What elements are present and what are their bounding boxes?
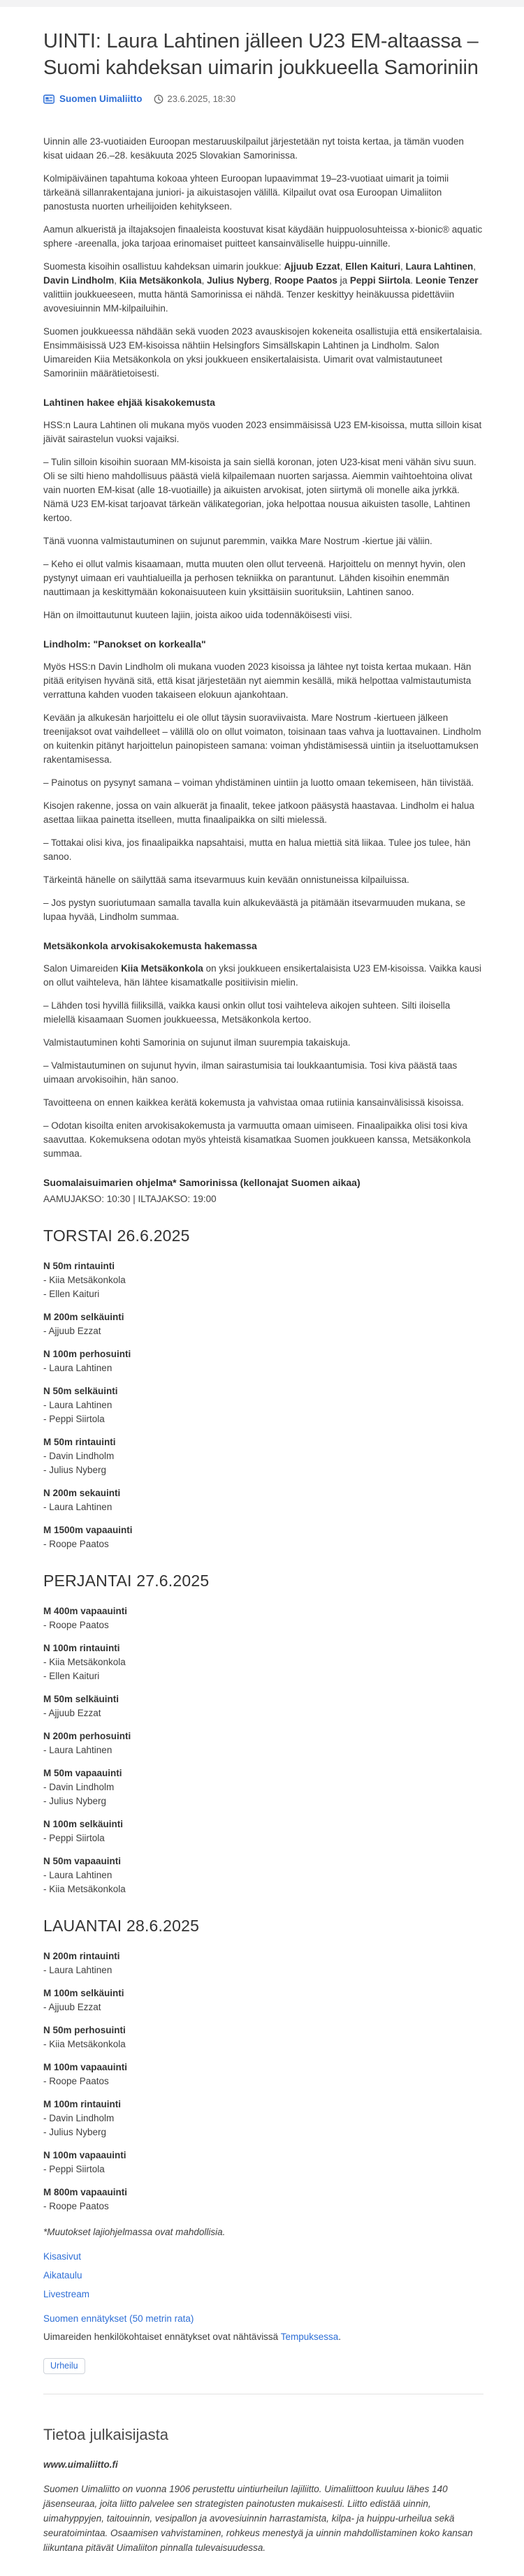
event-title: N 100m perhosuinti [43, 1349, 131, 1359]
event-title: N 100m selkäuinti [43, 1819, 124, 1829]
swimmer-item: - Ellen Kaituri [43, 1289, 100, 1299]
category-tag[interactable]: Urheilu [43, 2358, 85, 2374]
swimmer-item: - Julius Nyberg [43, 2127, 107, 2137]
article-title: UINTI: Laura Lahtinen jälleen U23 EM-altaassa – Suomi kahdeksan uimarin joukkueella Samoriniin [43, 30, 479, 79]
swimmer-item: - Laura Lahtinen [43, 1363, 112, 1373]
article-paragraph [43, 799, 483, 827]
publisher-site [43, 2459, 483, 2471]
article-link[interactable]: Aikataulu [43, 2270, 82, 2281]
article-paragraph [43, 172, 483, 214]
event-title: N 100m rintauinti [43, 1643, 120, 1653]
article-paragraph [43, 455, 483, 525]
event-title: N 200m sekauinti [43, 1488, 121, 1498]
event-block [43, 2024, 483, 2051]
event-title: N 50m vapaauinti [43, 1856, 122, 1866]
article-link[interactable]: Suomen ennätykset (50 metrin rata) [43, 2313, 194, 2324]
article-paragraph [43, 776, 483, 790]
text-segment: Myös HSS:n Davin Lindholm oli mukana vuoden 2023 kisoissa ja lähtee nyt toista kertaa mukaan. Hän pitää erityisen hyvänä sitä, että kisat järjestetään nyt aiemmin kesällä, mikä helpottaa valmistautumista verrattuna kahden vuoden takaiseen elokuun ajankohtaan. [43, 661, 472, 700]
text-segment: Kiia Metsäkonkola [121, 963, 203, 974]
article-paragraph [43, 135, 483, 163]
swimmer-item: - Kiia Metsäkonkola [43, 1657, 126, 1667]
event-title: M 1500m vapaauinti [43, 1525, 133, 1535]
event-block [43, 1259, 483, 1301]
article-paragraph [43, 873, 483, 887]
swimmer-item: - Davin Lindholm [43, 1451, 115, 1461]
article-body [43, 135, 483, 2344]
text-segment: Uimareiden henkilökohtaiset ennätykset ovat nähtävissä [43, 2332, 281, 2342]
article-paragraph [43, 836, 483, 864]
publish-date: 23.6.2025, 18:30 [167, 94, 236, 104]
event-title: N 200m rintauinti [43, 1951, 120, 1961]
article-paragraph [43, 1192, 483, 1206]
swimmer-item: - Roope Paatos [43, 2201, 109, 2211]
swimmer-item: - Kiia Metsäkonkola [43, 1275, 126, 1285]
event-title: M 200m selkäuinti [43, 1312, 124, 1322]
byline [43, 94, 483, 104]
text-segment: . [338, 2332, 342, 2342]
text-segment: Kiia Metsäkonkola [119, 275, 202, 286]
text-segment: – Keho ei ollut valmis kisaamaan, mutta muuten olen ollut terveenä. Harjoittelu on mennyt hyvin, olen pystynyt uimaan eri vauhtialueilla ja perhosen tekniikka on parantunut. Lähden kisoihin enemmän nauttimaan ja keskittymään kokonaisuuteen kuin yksittäisiin suorituksiin, Lahtinen sanoo. [43, 559, 466, 597]
text-segment: – Painotus on pysynyt samana – voiman yhdistäminen uintiin ja luotto omaan tekemiseen, hän tiivistää. [43, 777, 474, 788]
text-segment: Laura Lahtinen [405, 261, 474, 272]
text-segment: Aamun alkueristä ja iltajaksojen finaaleista koostuvat kisat käydään huippuolosuhteissa x-bionic® aquatic sphere -areenalla, joka tarjoaa erinomaiset puitteet kansainväliselle huippu-uinnille. [43, 224, 483, 249]
article-link[interactable]: Kisasivut [43, 2251, 82, 2262]
event-title: M 50m selkäuinti [43, 1694, 119, 1704]
swimmer-item: - Kiia Metsäkonkola [43, 2039, 126, 2049]
event-title: N 50m perhosuinti [43, 2025, 126, 2035]
article-paragraph [43, 1036, 483, 1050]
swimmer-item: - Laura Lahtinen [43, 1745, 112, 1755]
article-paragraph [43, 223, 483, 251]
article-paragraph [43, 557, 483, 599]
publisher-site-link[interactable]: www.uimaliitto.fi [43, 2459, 118, 2470]
text-segment: Tavoitteena on ennen kaikkea kerätä kokemusta ja vahvistaa omaa rutiinia kansainvälisissä kisoissa. [43, 1097, 464, 1108]
swimmer-item: - Julius Nyberg [43, 1796, 107, 1806]
event-title: M 50m vapaauinti [43, 1768, 122, 1778]
link-list [43, 2312, 483, 2326]
text-segment: Kisojen rakenne, jossa on vain alkuerät ja finaalit, tekee jatkoon pääsystä haastavaa. Lindholm ei halua asettaa liikaa painetta itselleen, mutta finaalipaikka on silti mielessä. [43, 800, 474, 825]
event-title: N 50m rintauinti [43, 1261, 115, 1271]
swimmer-item: - Roope Paatos [43, 1539, 109, 1549]
section-subheading: Lahtinen hakee ehjää kisakokemusta [43, 397, 215, 408]
day-heading: TORSTAI 26.6.2025 [43, 1227, 190, 1245]
article-paragraph [43, 325, 483, 381]
event-title: M 400m vapaauinti [43, 1606, 128, 1616]
publisher-description: Suomen Uimaliitto on vuonna 1906 perustettu uintiurheilun lajiliitto. Uimaliittoon kuuluu lähes 140 jäsenseuraa, joita liitto palvelee sen strategisten painotusten mukaisesti. Liitto edistää uinnin, uimahyppyjen, taitouinnin, vesipallon ja avovesiuinnin harrastamista, kilpa- ja huippu-urheilua sekä seuratoimintaa. Osaamisen vahvistaminen, rohkeus menestyä ja uinnin mahdollistaminen koko kansan liikuntana pitävät Uimaliiton pinnalla tulevaisuudessa. [43, 2484, 473, 2553]
event-title: M 100m selkäuinti [43, 1988, 124, 1998]
publisher-info-section [43, 2394, 483, 2555]
text-segment: ja [337, 275, 350, 286]
event-title: N 100m vapaauinti [43, 2150, 126, 2160]
event-block [43, 2061, 483, 2088]
clock-icon [154, 94, 163, 104]
event-block [43, 1523, 483, 1551]
swimmer-item: - Laura Lahtinen [43, 1400, 112, 1410]
swimmer-item: - Ajjuub Ezzat [43, 1326, 101, 1336]
text-segment: . [410, 275, 416, 286]
text-segment: Suomesta kisoihin osallistuu kahdeksan uimarin joukkue: [43, 261, 284, 272]
text-segment: AAMUJAKSO: 10:30 | ILTAJAKSO: 19:00 [43, 1194, 217, 1204]
text-segment: , [269, 275, 275, 286]
event-block [43, 1692, 483, 1720]
day-heading: LAUANTAI 28.6.2025 [43, 1917, 200, 1935]
event-block [43, 1604, 483, 1632]
event-block [43, 2149, 483, 2176]
swimmer-item: - Davin Lindholm [43, 2113, 115, 2123]
text-segment: Julius Nyberg [207, 275, 270, 286]
swimmer-item: - Roope Paatos [43, 1620, 109, 1630]
swimmer-item: - Roope Paatos [43, 2076, 109, 2086]
event-title: M 50m rintauinti [43, 1437, 116, 1447]
text-segment: , [114, 275, 119, 286]
article-paragraph [43, 1119, 483, 1161]
text-segment: – Jos pystyn suoriutumaan samalla tavalla kuin alkukeväästä ja pitämään itsevarmuuden mukana, se lupaa hyvää, Lindholm summaa. [43, 898, 466, 922]
article-link[interactable]: Livestream [43, 2289, 90, 2299]
event-block [43, 1347, 483, 1375]
news-card-icon [43, 94, 54, 104]
text-segment: – Tulin silloin kisoihin suoraan MM-kisoista ja sain siellä koronan, joten U23-kisat meni vähän sivu suun. Oli se silti hieno mahdollisuus päästä vielä kilpailemaan nuorten sarjassa. Aiemmin vaihtoehtoina olivat vain nuorten EM-kisat (alle 18-vuotiaille) ja aikuisten arvokisat, joten siirtymä oli monelle aika jyrkkä. Nämä U23 EM-kisat tarjoavat tärkeän välikategorian, joka helpottaa nousua aikuisten tasolle, Lahtinen kertoo. [43, 457, 476, 523]
text-segment: Leonie Tenzer [415, 275, 479, 286]
program-note: *Muutokset lajiohjelmassa ovat mahdollisia. [43, 2227, 226, 2237]
article-paragraph [43, 1059, 483, 1087]
event-block [43, 2186, 483, 2213]
text-segment: Ellen Kaituri [345, 261, 400, 272]
swimmer-item: - Ajjuub Ezzat [43, 2002, 101, 2012]
inline-link[interactable]: Tempuksessa [280, 2332, 339, 2342]
article-paragraph [43, 2330, 483, 2344]
event-title: M 100m rintauinti [43, 2099, 122, 2109]
swimmer-item: - Peppi Siirtola [43, 1414, 105, 1424]
event-title: M 800m vapaauinti [43, 2187, 128, 2197]
text-segment: , [201, 275, 208, 286]
swimmer-item: - Laura Lahtinen [43, 1965, 112, 1975]
publisher-link[interactable]: Suomen Uimaliitto [59, 94, 143, 104]
section-subheading: Lindholm: "Panokset on korkealla" [43, 638, 206, 650]
article-paragraph [43, 418, 483, 446]
swimmer-item: - Peppi Siirtola [43, 1833, 105, 1843]
event-block [43, 1854, 483, 1896]
text-segment: Roope Paatos [274, 275, 337, 286]
event-block [43, 1310, 483, 1338]
publisher-info-heading: Tietoa julkaisijasta [43, 2426, 168, 2443]
text-segment: – Odotan kisoilta eniten arvokisakokemusta ja varmuutta omaan uimiseen. Finaalipaikka olisi tosi kiva saavuttaa. Kokemuksena odotan myös yhteistä kisamatkaa Suomen joukkueen kanssa, Metsäkonkola summaa. [43, 1120, 471, 1159]
text-segment: Valmistautuminen kohti Samorinia on sujunut ilman suurempia takaiskuja. [43, 1037, 351, 1048]
top-strip [0, 0, 524, 7]
article-paragraph [43, 711, 483, 767]
swimmer-item: - Julius Nyberg [43, 1465, 107, 1475]
event-block [43, 2098, 483, 2139]
text-segment: HSS:n Laura Lahtinen oli mukana myös vuoden 2023 ensimmäisissä U23 EM-kisoissa, mutta silloin kisat jäivät sairastelun vuoksi vajaiksi. [43, 420, 482, 444]
text-segment: , [340, 261, 346, 272]
text-segment: , [473, 261, 476, 272]
text-segment: , [400, 261, 406, 272]
swimmer-item: - Laura Lahtinen [43, 1502, 112, 1512]
swimmer-item: - Ellen Kaituri [43, 1671, 100, 1681]
article-page [0, 28, 524, 2576]
event-block [43, 1986, 483, 2014]
event-block [43, 1486, 483, 1514]
text-segment: – Lähden tosi hyvillä fiiliksillä, vaikka kausi onkin ollut tosi vaihteleva aikojen suhteen. Silti iloisella mielellä kisaamaan Suomen joukkueessa, Metsäkonkola kertoo. [43, 1000, 451, 1025]
event-block [43, 1729, 483, 1757]
section-subheading: Metsäkonkola arvokisakokemusta hakemassa [43, 940, 257, 951]
event-title: N 50m selkäuinti [43, 1386, 118, 1396]
event-block [43, 1384, 483, 1426]
text-segment: Kolmipäiväinen tapahtuma kokoaa yhteen Euroopan lupaavimmat 19–23-vuotiaat uimarit ja toimii tärkeänä sillanrakentajana juniori- ja aikuistasojen välillä. Kilpailut ovat osa Euroopan Uimaliiton panostusta nuorten urheilijoiden kehitykseen. [43, 173, 449, 212]
event-title: M 100m vapaauinti [43, 2062, 128, 2072]
article-paragraph [43, 962, 483, 990]
tag-row [43, 2358, 483, 2374]
text-segment: valittiin joukkueeseen, mutta häntä Samorinissa ei nähdä. Tenzer keskittyy heinäkuussa pidettäviin avovesiuinnin MM-kilpailuihin. [43, 289, 455, 314]
article-paragraph [43, 1096, 483, 1110]
text-segment: Salon Uimareiden [43, 963, 122, 974]
article-paragraph [43, 534, 483, 548]
text-segment: Suomen joukkueessa nähdään sekä vuoden 2023 avauskisojen kokeneita osallistujia että ensikertalaisia. Ensimmäisissä U23 EM-kisoissa nähtiin Helsingfors Simsällskapin Lahtinen ja Lindholm. Salon Uimareiden Kiia Metsäkonkola on yksi joukkueen ensikertalaisista. Uimarit ovat valmistautuneet Samoriniin määrätietoisesti. [43, 326, 483, 379]
text-segment: – Tottakai olisi kiva, jos finaalipaikka napsahtaisi, mutta en halua miettiä sitä liikaa. Tulee jos tulee, hän sanoo. [43, 837, 471, 862]
event-title: N 200m perhosuinti [43, 1731, 131, 1741]
event-block [43, 1641, 483, 1683]
day-heading: PERJANTAI 27.6.2025 [43, 1572, 210, 1590]
article-paragraph [43, 260, 483, 316]
text-segment: Tärkeintä hänelle on säilyttää sama itsevarmuus kuin kevään onnistuneissa kilpailuissa. [43, 874, 409, 885]
link-list [43, 2250, 483, 2301]
event-block [43, 1817, 483, 1845]
text-segment: – Valmistautuminen on sujunut hyvin, ilman sairastumisia tai loukkaantumisia. Tosi kiva päästä taas uimaan arvokisoihin, hän sanoo. [43, 1060, 458, 1085]
text-segment: Peppi Siirtola [349, 275, 411, 286]
swimmer-item: - Davin Lindholm [43, 1782, 115, 1792]
event-block [43, 1949, 483, 1977]
swimmer-item: - Laura Lahtinen [43, 1870, 112, 1880]
text-segment: Hän on ilmoittautunut kuuteen lajiin, joista aikoo uida todennäköisesti viisi. [43, 610, 353, 620]
swimmer-item: - Kiia Metsäkonkola [43, 1884, 126, 1894]
article-paragraph [43, 660, 483, 702]
text-segment: Uinnin alle 23-vuotiaiden Euroopan mestaruuskilpailut järjestetään nyt toista kertaa, ja tämän vuoden kisat uidaan 26.–28. kesäkuuta 2025 Slovakian Samorinissa. [43, 136, 464, 161]
text-segment: on yksi joukkueen ensikertalaisista U23 EM-kisoissa. Vaikka kausi on ollut vaihteleva, hän lähtee kisamatkalle positiivisin mielin. [43, 963, 482, 988]
text-segment: Kevään ja alkukesän harjoittelu ei ole ollut täysin suoraviivaista. Mare Nostrum -kiertueen jälkeen treenijaksot ovat vaihdelleet – välillä olo on ollut voimaton, toisinaan taas vahva ja luottavainen. Lindholm on kuitenkin pitänyt harjoittelun painopisteen samana: voiman yhdistämisessä uintiin ja itseluottamuksen rakentamisessa. [43, 712, 481, 765]
text-segment: Ajjuub Ezzat [284, 261, 340, 272]
event-block [43, 1766, 483, 1808]
article-paragraph [43, 999, 483, 1027]
text-segment: Davin Lindholm [43, 275, 115, 286]
article-paragraph [43, 896, 483, 924]
swimmer-item: - Ajjuub Ezzat [43, 1708, 101, 1718]
article-paragraph [43, 608, 483, 622]
event-block [43, 1435, 483, 1477]
section-subheading: Suomalaisuimarien ohjelma* Samorinissa (kellonajat Suomen aikaa) [43, 1177, 361, 1188]
text-segment: Tänä vuonna valmistautuminen on sujunut paremmin, vaikka Mare Nostrum -kiertue jäi väliin. [43, 536, 432, 546]
swimmer-item: - Peppi Siirtola [43, 2164, 105, 2174]
